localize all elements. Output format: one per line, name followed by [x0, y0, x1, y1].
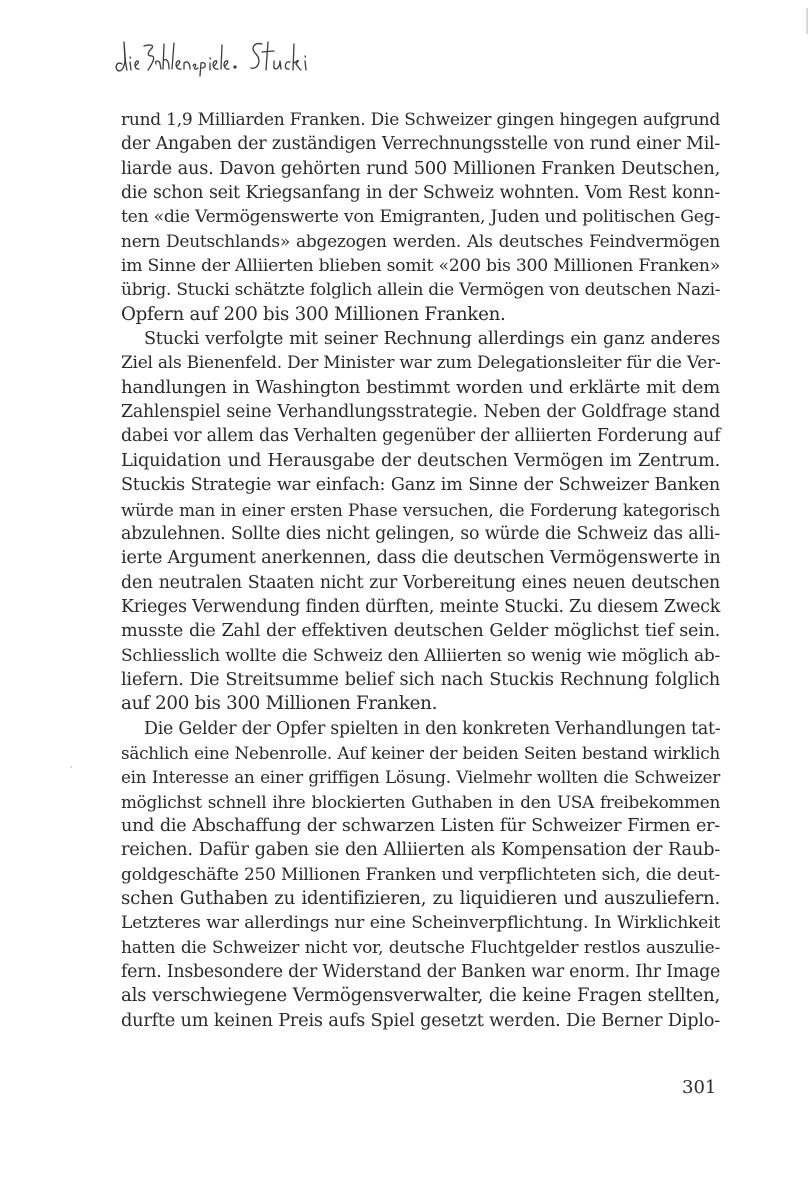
text-line: Schliesslich wollte die Schweiz den Alliierten so wenig wie möglich ab-: [121, 645, 720, 666]
text-line: hatten die Schweizer nicht vor, deutsche Fluchtgelder restlos auszulie-: [121, 937, 720, 958]
paragraph-2: [121, 327, 720, 717]
text-line: Stuckis Strategie war einfach: Ganz im Sinne der Schweizer Banken: [121, 475, 720, 496]
text-line: den neutralen Staaten nicht zur Vorbereitung eines neuen deutschen: [121, 572, 720, 593]
text-line: Letzteres war allerdings nur eine Scheinverpflichtung. In Wirklichkeit: [121, 913, 720, 934]
text-line: im Sinne der Alliierten blieben somit «200 bis 300 Millionen Franken»: [121, 256, 720, 277]
text-line: ein Interesse an einer griffigen Lösung. Vielmehr wollten die Schweizer: [121, 767, 720, 788]
text-line: Die Gelder der Opfer spielten in den konkreten Verhandlungen tat-: [144, 718, 721, 739]
text-line: auf 200 bis 300 Millionen Franken.: [121, 693, 438, 715]
body-text: [121, 108, 720, 1033]
text-line: der Angaben der zuständigen Verrechnungsstelle von rund einer Mil-: [121, 134, 720, 155]
scan-speck: [70, 766, 72, 768]
text-line: durfte um keinen Preis aufs Spiel gesetzt werden. Die Berner Diplo-: [121, 1009, 720, 1031]
text-line: fern. Insbesondere der Widerstand der Banken war enorm. Ihr Image: [121, 962, 721, 983]
text-line: Liquidation und Herausgabe der deutschen Vermögen im Zentrum.: [121, 449, 720, 471]
text-line: die schon seit Kriegsanfang in der Schweiz wohnten. Vom Rest konn-: [121, 183, 720, 204]
text-line: Ziel als Bienenfeld. Der Minister war zum Delegationsleiter für die Ver-: [121, 353, 721, 374]
paragraph-3: [121, 717, 720, 1033]
text-line: nern Deutschlands» abgezogen werden. Als deutsches Feindvermögen: [121, 231, 720, 252]
text-line: übrig. Stucki schätzte folglich allein die Vermögen von deutschen Nazi-: [121, 280, 721, 301]
text-line: und die Abschaffung der schwarzen Listen für Schweizer Firmen er-: [121, 815, 720, 836]
text-line: Krieges Verwendung finden dürften, meinte Stucki. Zu diesem Zweck: [121, 596, 720, 617]
paragraph-1: [121, 108, 720, 327]
text-line: goldgeschäfte 250 Millionen Franken und verpflichteten sich, die deut-: [121, 864, 720, 885]
text-line: Stucki verfolgte mit seiner Rechnung allerdings ein ganz anderes: [144, 329, 720, 350]
text-line: liefern. Die Streitsumme belief sich nach Stuckis Rechnung folglich: [121, 668, 720, 690]
text-line: ten «die Vermögenswerte von Emigranten, Juden und politischen Geg-: [121, 207, 720, 228]
text-line: möglichst schnell ihre blockierten Guthaben in den USA freibekommen: [121, 791, 720, 812]
handwriting-scribble-icon: [108, 30, 348, 80]
text-line: Zahlenspiel seine Verhandlungsstrategie. Neben der Goldfrage stand: [121, 402, 720, 423]
text-line: handlungen in Washington bestimmt worden und erklärte mit dem: [121, 376, 720, 398]
text-line: schen Guthaben zu identifizieren, zu liquidieren und auszuliefern.: [121, 888, 720, 909]
text-line: reichen. Dafür gaben sie den Alliierten als Kompensation der Raub-: [121, 839, 720, 861]
text-line: als verschwiegene Vermögensverwalter, die keine Fragen stellten,: [121, 985, 720, 1007]
handwritten-note: [108, 30, 348, 80]
text-line: ierte Argument anerkennen, dass die deutschen Vermögenswerte in: [121, 547, 721, 569]
text-line: rund 1,9 Milliarden Franken. Die Schweizer gingen hingegen aufgrund: [121, 110, 720, 130]
text-line: dabei vor allem das Verhalten gegenüber der alliierten Forderung auf: [121, 426, 721, 447]
text-line: abzulehnen. Sollte dies nicht gelingen, so würde die Schweiz das alli-: [121, 523, 720, 544]
text-line: sächlich eine Nebenrolle. Auf keiner der beiden Seiten bestand wirklich: [121, 742, 720, 763]
text-line: musste die Zahl der effektiven deutschen Gelder möglichst tief sein.: [121, 621, 720, 642]
page-number: 301: [682, 1077, 717, 1098]
text-line: würde man in einer ersten Phase versuchen, die Forderung kategorisch: [121, 499, 720, 520]
text-line: liarde aus. Davon gehörten rund 500 Millionen Franken Deutschen,: [121, 157, 720, 179]
text-line: Opfern auf 200 bis 300 Millionen Franken.: [121, 303, 506, 325]
